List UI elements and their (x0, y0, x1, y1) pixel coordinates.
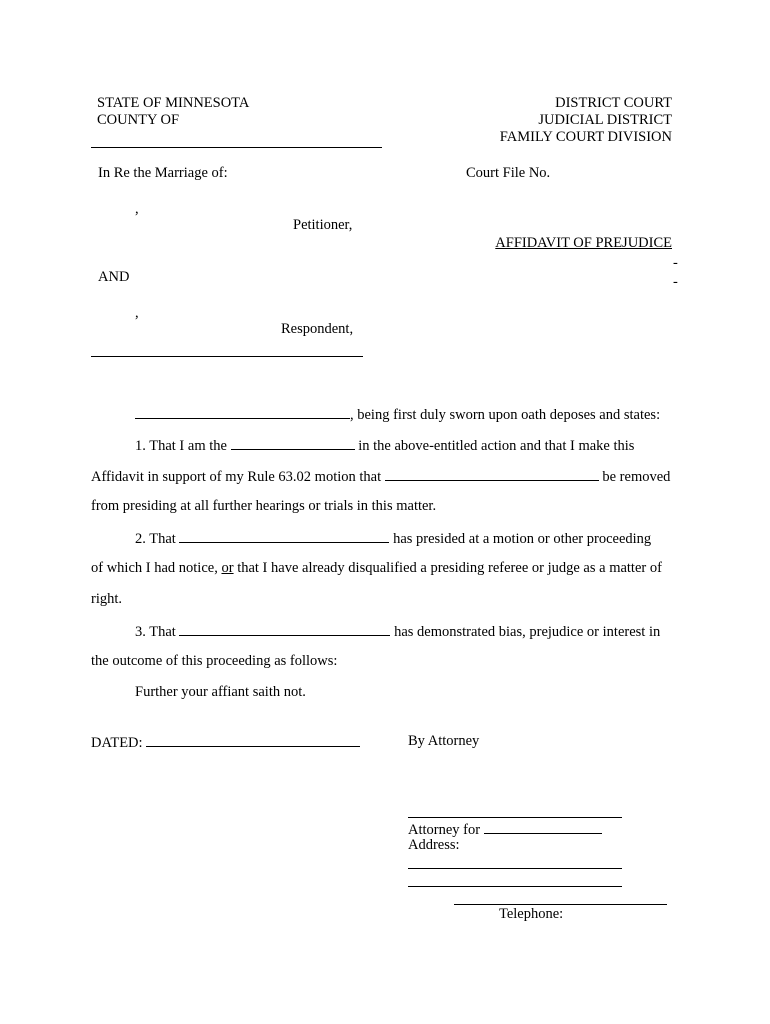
paragraph-2-line-2: of which I had notice, or that I have already disqualified a presiding referee or judge as a matter of (91, 560, 662, 576)
dash-mark-2: - (673, 274, 678, 290)
paragraph-1-line-1: 1. That I am the in the above-entitled action and that I make this (135, 438, 635, 454)
affiant-name-blank[interactable] (135, 405, 350, 419)
petitioner-label: Petitioner, (293, 217, 353, 233)
dash-mark-1: - (673, 255, 678, 271)
attorney-signature-line[interactable] (408, 817, 622, 818)
court-file-label: Court File No. (466, 165, 551, 181)
district-court-label: DISTRICT COURT (555, 95, 672, 111)
date-blank[interactable] (146, 733, 360, 747)
dated-line: DATED: (91, 733, 360, 752)
address-label: Address: (408, 837, 460, 853)
biased-judge-blank[interactable] (179, 622, 390, 636)
address-line-2[interactable] (408, 886, 622, 887)
respondent-label: Respondent, (281, 321, 354, 337)
respondent-comma: , (135, 305, 139, 321)
attorney-for-blank[interactable] (484, 820, 602, 834)
document-title: AFFIDAVIT OF PREJUDICE (495, 235, 672, 251)
address-line-1[interactable] (408, 868, 622, 869)
judicial-district-label: JUDICIAL DISTRICT (538, 112, 672, 128)
paragraph-2-line-1: 2. That has presided at a motion or other proceeding (135, 531, 652, 547)
state-label: STATE OF MINNESOTA (97, 95, 250, 111)
county-label: COUNTY OF (97, 112, 180, 128)
judge-name-blank[interactable] (385, 467, 599, 481)
county-line[interactable] (91, 147, 382, 148)
paragraph-1-line-3: from presiding at all further hearings or trials in this matter. (91, 498, 437, 514)
presiding-judge-blank[interactable] (179, 529, 389, 543)
paragraph-2-line-3: right. (91, 591, 123, 607)
role-blank[interactable] (231, 436, 355, 450)
by-attorney-label: By Attorney (408, 733, 480, 749)
and-label: AND (98, 269, 130, 285)
family-court-division-label: FAMILY COURT DIVISION (499, 129, 672, 145)
further-affiant-text: Further your affiant saith not. (135, 684, 306, 700)
telephone-label: Telephone: (499, 906, 564, 922)
caption-bottom-line (91, 356, 363, 357)
in-re-marriage-label: In Re the Marriage of: (98, 165, 228, 181)
paragraph-3-line-2: the outcome of this proceeding as follows: (91, 653, 338, 669)
paragraph-1-line-2: Affidavit in support of my Rule 63.02 motion that be removed (91, 469, 671, 485)
attorney-for-line: Attorney for (408, 820, 602, 839)
paragraph-3-line-1: 3. That has demonstrated bias, prejudice or interest in (135, 624, 661, 640)
oath-line: , being first duly sworn upon oath deposes and states: (135, 405, 660, 424)
telephone-line[interactable] (454, 904, 667, 905)
petitioner-comma: , (135, 201, 139, 217)
